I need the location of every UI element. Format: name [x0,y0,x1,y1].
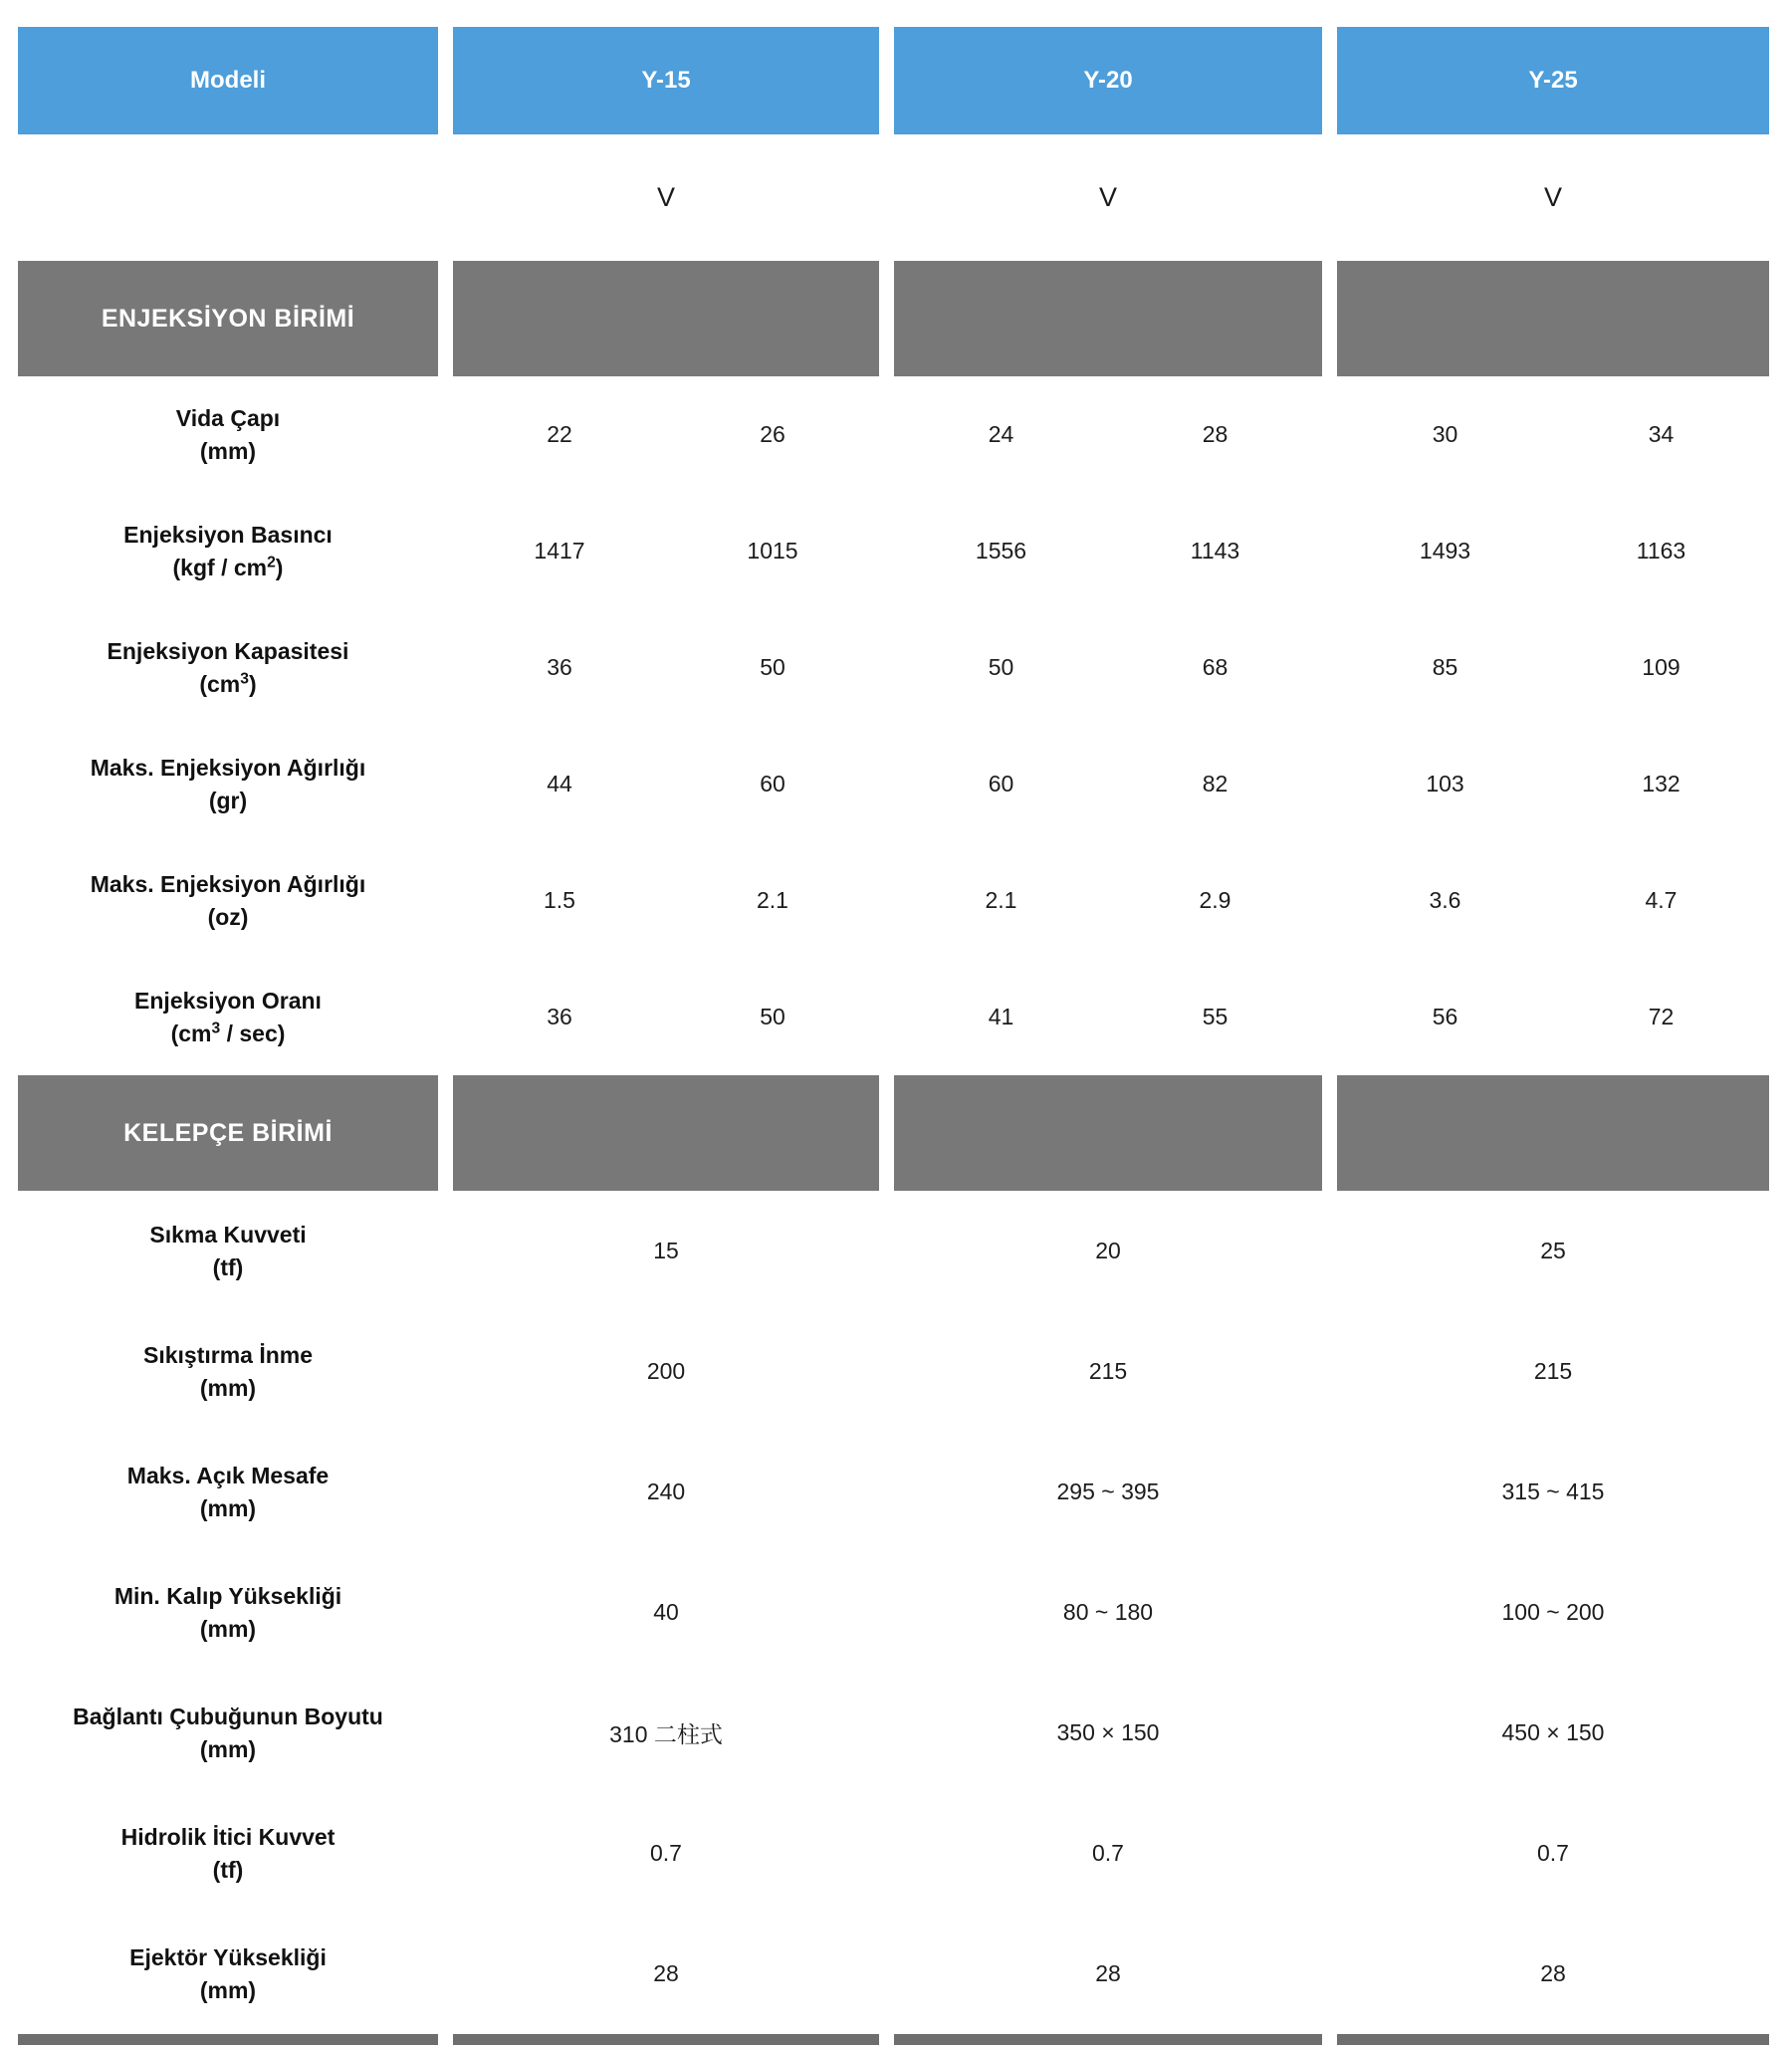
availability-row [0,134,1792,261]
row-label-cell [18,1311,438,1432]
spec-value: 2.1 [985,887,1017,913]
column-header-model-y20 [894,27,1322,134]
spec-value: 28 [1202,421,1229,447]
next-section-cutoff-row [0,2034,1792,2045]
spec-value: 44 [547,771,572,796]
spec-value: 2.9 [1199,887,1232,913]
row-label-text: Maks. Açık Mesafe [126,1463,330,1489]
spec-row [0,1552,1792,1673]
next-section-bar [453,2034,879,2045]
row-unit-text: $(cm^3)$ [199,669,257,697]
model-header-row [0,0,1792,134]
row-label-cell [18,1673,438,1793]
spec-value: 4.7 [1645,887,1678,913]
spec-value-cell [1337,1673,1769,1793]
model-name: Y-15 [641,67,691,94]
spec-value: 103 [1426,771,1464,796]
section-header-block [894,261,1322,376]
spec-value-cell [453,1191,879,1311]
spec-row [0,1793,1792,1914]
row-unit-text: (tf) [212,1253,244,1280]
row-label-text: Enjeksiyon Basıncı [123,522,333,549]
spec-value: 0.7 [650,1840,682,1866]
spec-row [0,1432,1792,1552]
row-label-cell [18,1552,438,1673]
spec-row [0,493,1792,609]
model-name: Y-20 [1083,67,1133,94]
spec-value-cell [1337,493,1769,609]
unit-superscript: 3 [211,1019,221,1036]
column-header-modeli [18,27,438,134]
spec-value: 30 [1432,421,1458,447]
row-unit-text: (oz) [207,903,249,930]
spec-value: 40 [653,1599,679,1625]
spec-value-cell [1337,726,1769,842]
spec-value: 15 [653,1238,679,1263]
spec-value: 1.5 [544,887,575,913]
row-label-cell [18,1914,438,2034]
spec-row [0,609,1792,726]
spec-value-cell [894,1191,1322,1311]
spec-value: 450 × 150 [1501,1719,1605,1745]
spec-value-cell [1337,1552,1769,1673]
spec-value-cell [894,609,1322,726]
spec-value: 82 [1202,771,1229,796]
spec-row [0,959,1792,1075]
spec-value: 50 [760,1004,785,1029]
availability-cell-y20 [894,134,1322,261]
row-label-text: Bağlantı Çubuğunun Boyutu [73,1704,383,1730]
spec-value: 295 ~ 395 [1056,1478,1160,1504]
spec-value: 36 [547,654,572,680]
spec-row [0,1191,1792,1311]
spec-value-cell [894,1432,1322,1552]
row-unit-text: (tf) [212,1856,244,1883]
spec-value: 109 [1642,654,1680,680]
row-unit-text: (gr) [208,787,248,813]
next-section-bar [894,2034,1322,2045]
row-unit-text: $(cm^3 / \sec)$ [170,1019,286,1046]
section-header-block [1337,261,1769,376]
next-section-bar [18,2034,438,2045]
spec-value: 68 [1202,654,1229,680]
row-label-cell [18,1191,438,1311]
spec-value: 55 [1202,1004,1229,1029]
spec-value: 2.1 [757,887,788,913]
spec-value-cell [453,959,879,1075]
spec-value: 24 [988,421,1014,447]
spec-value: 3.6 [1429,887,1461,913]
row-label-cell [18,959,438,1075]
spec-value-cell [894,1793,1322,1914]
column-header-model-y15 [453,27,879,134]
column-header-label: Modeli [190,67,266,94]
spec-value: 1556 [975,538,1027,564]
unit-superscript: 3 [240,669,249,687]
spec-value: 315 ~ 415 [1501,1478,1605,1504]
row-label-text: Ejektör Yüksekliği [129,1944,327,1971]
spec-value-cell [1337,1191,1769,1311]
row-label-cell [18,493,438,609]
row-unit-text: (mm) [199,437,257,464]
spec-value-cell [453,726,879,842]
row-label-text: Sıkıştırma İnme [142,1342,314,1369]
spec-value-cell [453,1311,879,1432]
spec-value: 80 ~ 180 [1062,1599,1154,1625]
section-title-cell [18,1075,438,1191]
spec-row [0,1311,1792,1432]
availability-empty-cell [18,134,438,261]
availability-mark: V [1543,182,1562,212]
row-label-cell [18,842,438,959]
spec-value-cell [453,842,879,959]
spec-value-cell [894,726,1322,842]
row-label-text: Vida Çapı [175,405,281,432]
spec-value-cell [1337,1311,1769,1432]
row-unit-text: (mm) [199,1976,257,2003]
spec-value: 85 [1432,654,1458,680]
spec-value: 0.7 [1092,1840,1124,1866]
spec-value: 1015 [747,538,798,564]
spec-value: 132 [1642,771,1680,796]
model-name: Y-25 [1528,67,1578,94]
column-header-model-y25 [1337,27,1769,134]
spec-value: 72 [1648,1004,1675,1029]
row-label-cell [18,726,438,842]
spec-value: 215 [1088,1358,1128,1384]
spec-value-cell [453,493,879,609]
spec-value: 28 [1540,1960,1566,1986]
spec-row [0,1673,1792,1793]
spec-value-cell [453,1673,879,1793]
section-title: KELEPÇE BİRİMİ [123,1118,333,1147]
section-header-block [1337,1075,1769,1191]
row-label-text: Enjeksiyon Kapasitesi [107,638,349,665]
row-label-text: Hidrolik İtici Kuvvet [120,1824,336,1851]
row-label-text: Min. Kalıp Yüksekliği [113,1583,342,1610]
spec-value-cell [453,376,879,493]
spec-value: 28 [653,1960,679,1986]
spec-value: 100 ~ 200 [1501,1599,1605,1625]
spec-value-cell [894,1311,1322,1432]
spec-value-cell [453,1432,879,1552]
spec-value-cell [894,1552,1322,1673]
spec-value: 0.7 [1537,1840,1569,1866]
spec-value: 240 [646,1478,686,1504]
availability-mark: V [656,182,675,212]
spec-value: 25 [1540,1238,1566,1263]
section-title: ENJEKSİYON BİRİMİ [101,304,355,333]
spec-value: 1143 [1190,538,1240,564]
spec-value: 1417 [534,538,585,564]
spec-value: 34 [1648,421,1675,447]
spec-value-cell [894,376,1322,493]
spec-value-cell [453,609,879,726]
spec-sections [0,261,1792,2034]
row-unit-text: (mm) [199,1735,257,1762]
spec-value: 60 [988,771,1014,796]
row-label-cell [18,609,438,726]
spec-row [0,842,1792,959]
spec-value: 310 二柱式 [609,1721,723,1747]
spec-value: 50 [760,654,785,680]
spec-value-cell [894,842,1322,959]
spec-value-cell [894,493,1322,609]
row-unit-text: (mm) [199,1615,257,1642]
spec-value-cell [453,1793,879,1914]
availability-cell-y15 [453,134,879,261]
section-title-cell [18,261,438,376]
availability-mark: V [1098,182,1117,212]
spec-value-cell [894,1673,1322,1793]
spec-value: 56 [1432,1004,1458,1029]
spec-value-cell [1337,609,1769,726]
row-label-cell [18,1793,438,1914]
spec-value: 26 [760,421,785,447]
spec-row [0,726,1792,842]
section-header-block [453,261,879,376]
section-header-row [0,261,1792,376]
spec-value: 50 [988,654,1014,680]
row-unit-text: (mm) [199,1374,257,1401]
spec-value-cell [894,959,1322,1075]
row-unit-text: $(kgf / cm^2)$ [172,553,284,580]
row-label-text: Maks. Enjeksiyon Ağırlığı [90,871,366,898]
row-label-cell [18,1432,438,1552]
spec-value: 41 [988,1004,1014,1029]
spec-value-cell [1337,842,1769,959]
row-unit-text: (mm) [199,1494,257,1521]
section-header-block [894,1075,1322,1191]
row-label-cell [18,376,438,493]
spec-value: 20 [1095,1238,1121,1263]
spec-value-cell [894,1914,1322,2034]
row-label-text: Enjeksiyon Oranı [134,988,322,1015]
spec-value-cell [1337,1432,1769,1552]
availability-cell-y25 [1337,134,1769,261]
spec-row [0,1914,1792,2034]
row-label-text: Maks. Enjeksiyon Ağırlığı [90,755,366,782]
spec-value: 22 [547,421,572,447]
row-label-text: Sıkma Kuvveti [149,1222,307,1249]
section-header-block [453,1075,879,1191]
spec-row [0,376,1792,493]
spec-value: 350 × 150 [1056,1719,1160,1745]
spec-value-cell [1337,1793,1769,1914]
spec-value: 1163 [1636,538,1686,564]
spec-value-cell [1337,959,1769,1075]
spec-value: 1493 [1419,538,1471,564]
next-section-bar [1337,2034,1769,2045]
spec-value-cell [453,1914,879,2034]
spec-value: 200 [646,1358,686,1384]
spec-value: 215 [1533,1358,1573,1384]
spec-value-cell [1337,1914,1769,2034]
spec-value: 60 [760,771,785,796]
spec-value-cell [453,1552,879,1673]
unit-superscript: 2 [267,553,276,570]
spec-value: 36 [547,1004,572,1029]
section-header-row [0,1075,1792,1191]
spec-value-cell [1337,376,1769,493]
spec-value: 28 [1095,1960,1121,1986]
